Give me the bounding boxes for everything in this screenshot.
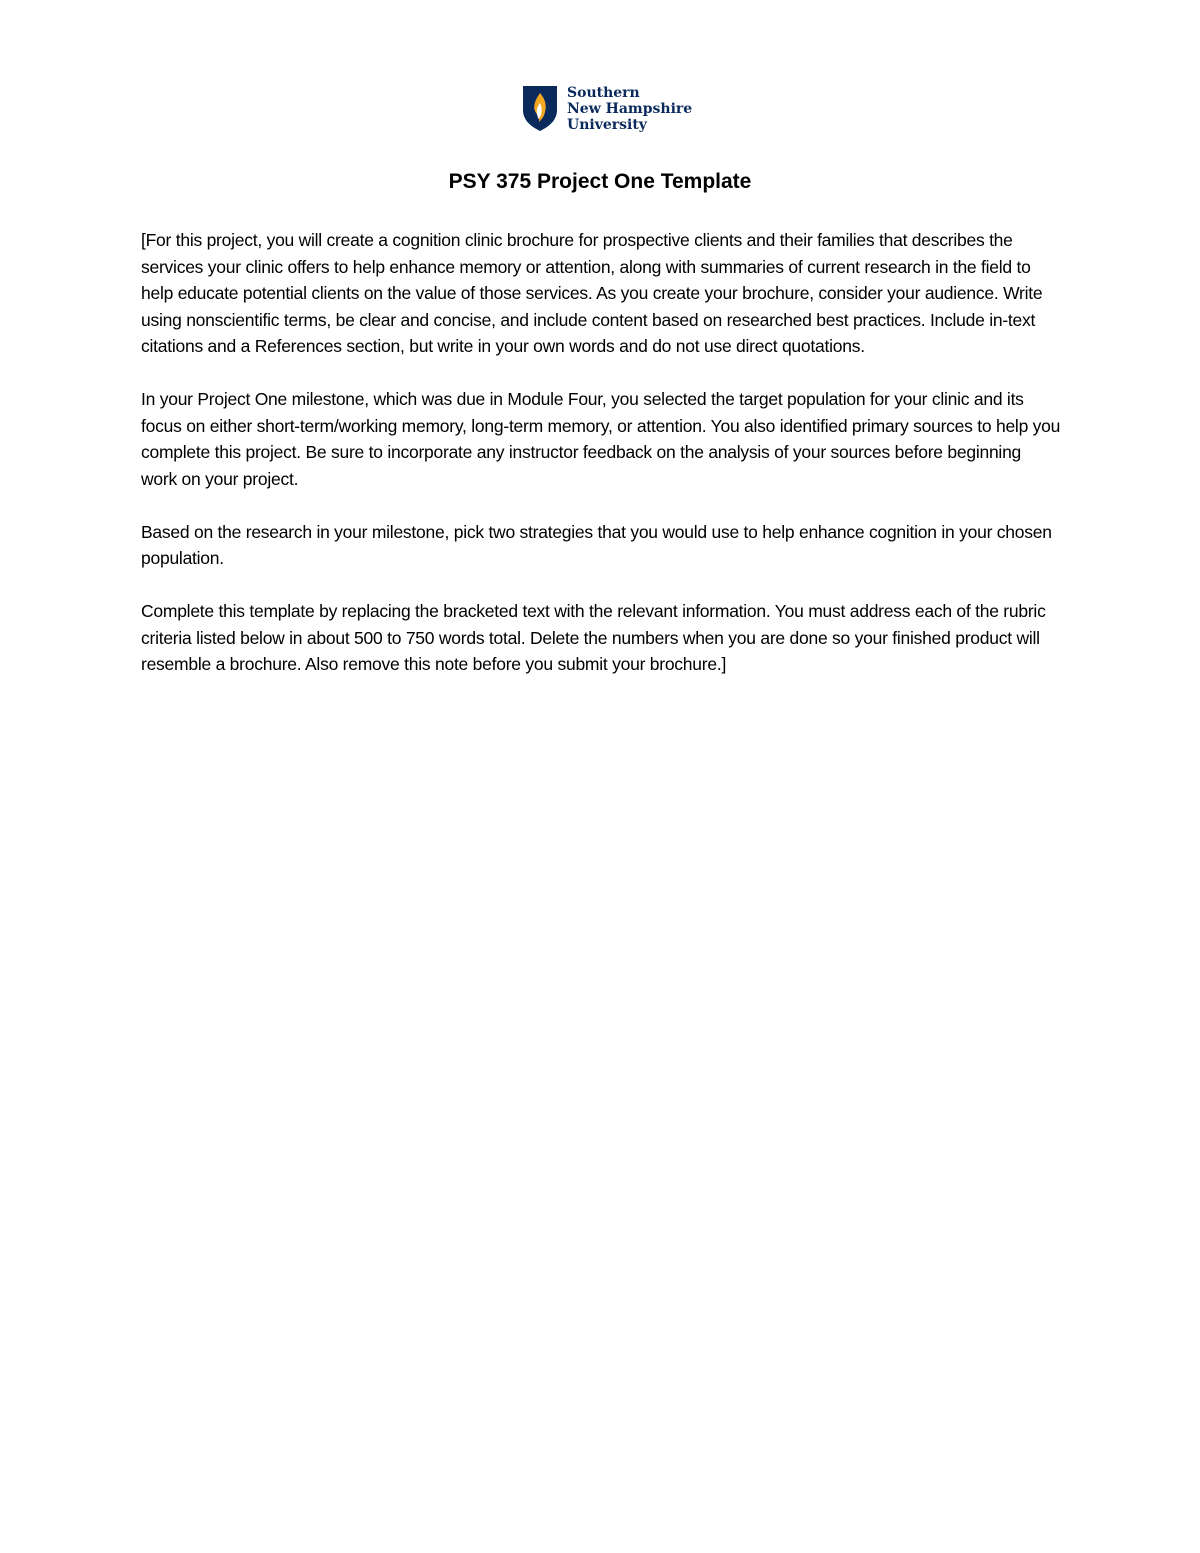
snhu-flame-shield-icon	[520, 84, 560, 132]
document-title: PSY 375 Project One Template	[448, 170, 752, 193]
logo-line-2: New Hampshire	[567, 101, 693, 117]
document-body	[141, 227, 1061, 704]
paragraph-strategies: Based on the research in your milestone, pick two strategies that you would use to help enhance cognition in your chosen population.	[141, 521, 1052, 568]
paragraph-instructions: Complete this template by replacing the bracketed text with the relevant information. You must address each of the rubric criteria listed below in about 500 to 750 words total. Delete the numbers when you are done so your finished product will resemble a brochure. Also remove this note before you submit your brochure.]	[141, 601, 1046, 674]
logo-line-3: University	[567, 117, 647, 133]
paragraph-intro: [For this project, you will create a cognition clinic brochure for prospective clients and their families that describes the services your clinic offers to help enhance memory or attention, along with summaries of current research in the field to help educate potential clients on the value of those services. As you create your brochure, consider your audience. Write using nonscientific terms, be clear and concise, and include content based on researched best practices. Include in-text citations and a References section, but write in your own words and do not use direct quotations.	[141, 230, 1043, 356]
university-name	[567, 85, 692, 133]
logo-line-1: Southern	[567, 85, 640, 101]
university-logo	[520, 84, 693, 133]
paragraph-milestone: In your Project One milestone, which was due in Module Four, you selected the target population for your clinic and its focus on either short-term/working memory, long-term memory, or attention. You also identified primary sources to help you complete this project. Be sure to incorporate any instructor feedback on the analysis of your sources before beginning work on your project.	[141, 389, 1061, 489]
